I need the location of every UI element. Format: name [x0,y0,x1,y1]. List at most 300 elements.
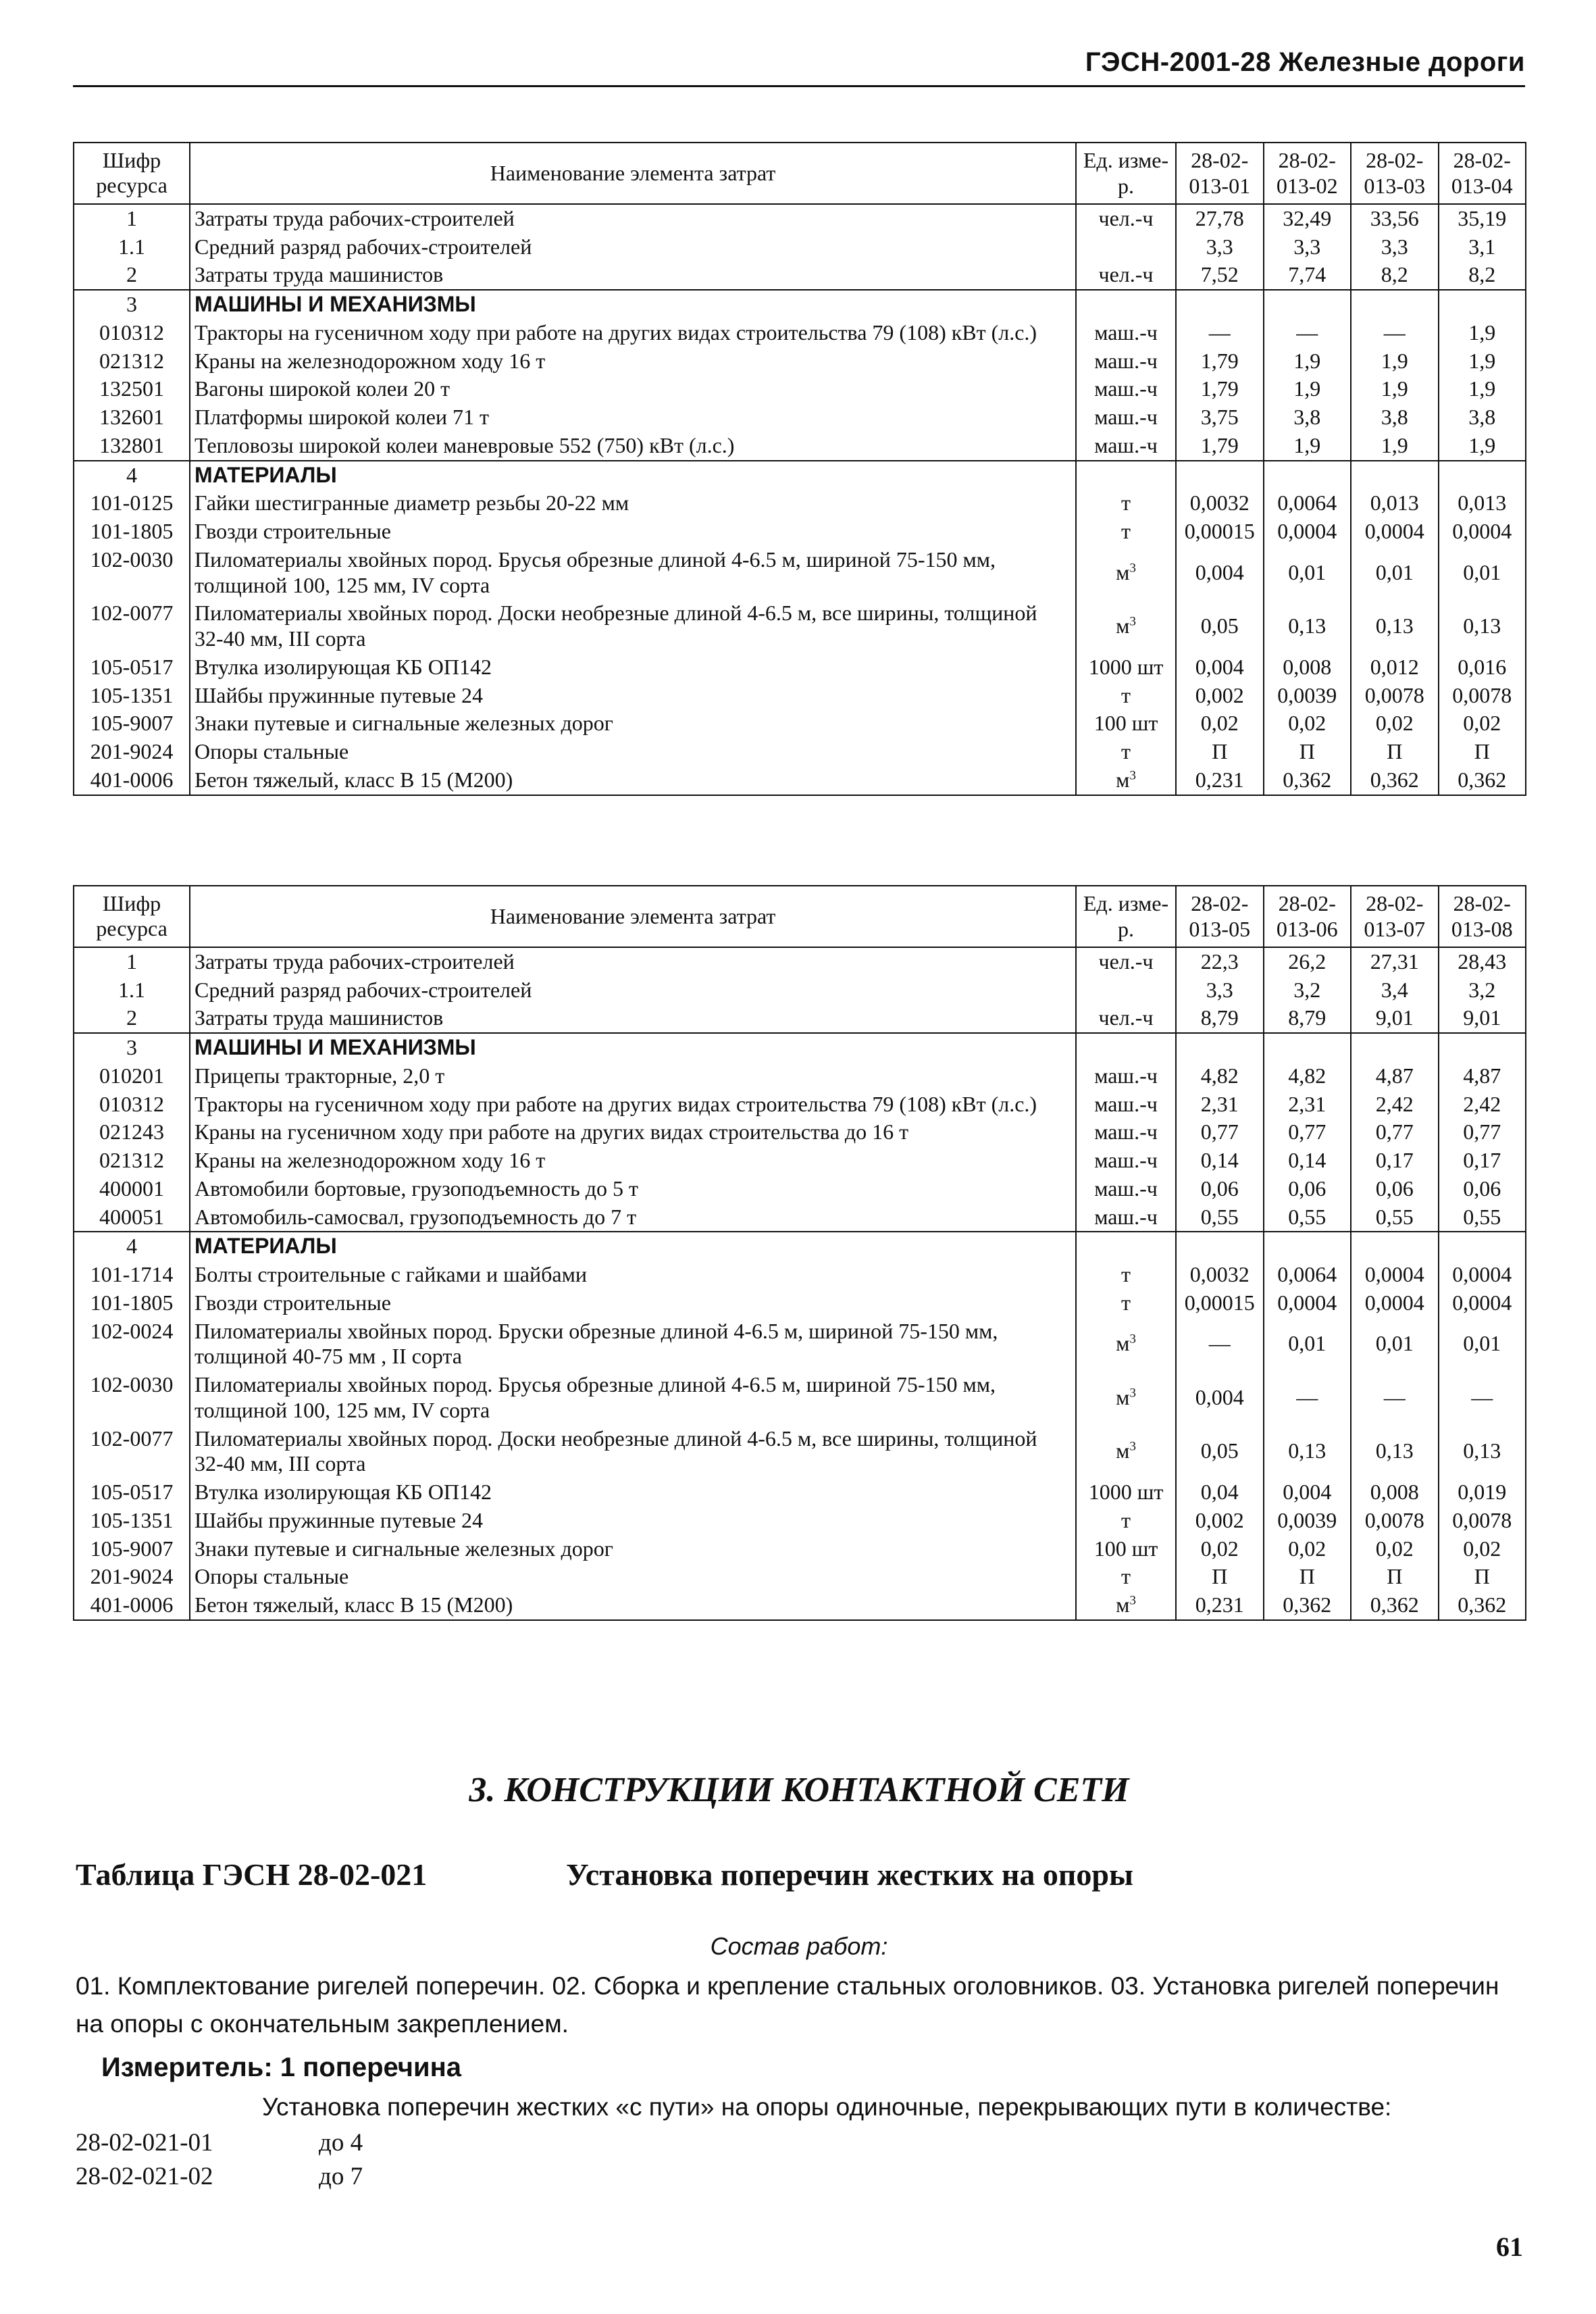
value-cell: 1,9 [1351,432,1439,461]
resource-name: Опоры стальные [190,738,1076,766]
norm-item-code: 28-02-021-02 [76,2163,213,2190]
header-col-2: 28-02-013-06 [1264,886,1352,947]
resource-code: 401-0006 [74,766,190,795]
unit-of-measure: маш.-ч [1076,375,1176,403]
unit-of-measure: т [1076,1261,1176,1289]
resource-name: Знаки путевые и сигнальные железных дорог [190,1535,1076,1563]
value-cell: 4,82 [1264,1062,1352,1090]
resource-name: Бетон тяжелый, класс В 15 (М200) [190,766,1076,795]
unit-of-measure: 1000 шт [1076,653,1176,682]
value-cell: 2,42 [1439,1090,1526,1119]
table-row [74,375,1526,403]
table-row [74,1118,1526,1147]
resource-code: 132501 [74,375,190,403]
value-cell [1351,290,1439,319]
unit-of-measure: маш.-ч [1076,403,1176,432]
value-cell: 3,1 [1439,233,1526,261]
value-cell: 0,55 [1439,1203,1526,1232]
table-row [74,1147,1526,1175]
value-cell: 22,3 [1176,947,1264,976]
unit-exponent: 3 [1129,1386,1136,1401]
value-cell: 0,02 [1439,709,1526,738]
value-cell: П [1176,1563,1264,1591]
value-cell: 1,79 [1176,347,1264,376]
unit-of-measure: 1000 шт [1076,1478,1176,1507]
value-cell: 0,0004 [1439,1289,1526,1317]
unit-exponent: 3 [1129,1332,1136,1347]
value-cell: — [1176,319,1264,347]
resource-code: 1 [74,947,190,976]
value-cell: 0,14 [1176,1147,1264,1175]
resource-table-2 [73,885,1526,1621]
value-cell: 0,06 [1264,1175,1352,1203]
unit-of-measure: $м^3$ [1076,1371,1176,1425]
work-composition-heading: Состав работ: [710,1932,888,1960]
resource-name: Затраты труда рабочих-строителей [190,204,1076,233]
unit-of-measure: $м^3$ [1076,1317,1176,1372]
value-cell: 0,0004 [1264,518,1352,546]
unit-exponent: 3 [1129,768,1136,783]
table-row [74,947,1526,976]
resource-code: 1 [74,204,190,233]
value-cell: 0,0032 [1176,1261,1264,1289]
value-cell: 0,362 [1351,766,1439,795]
value-cell: 0,13 [1351,599,1439,653]
resource-code: 102-0077 [74,599,190,653]
value-cell: 1,9 [1351,375,1439,403]
resource-name: Гвозди строительные [190,1289,1076,1317]
section-name: МАТЕРИАЛЫ [190,1232,1076,1261]
resource-code: 2 [74,261,190,290]
value-cell: 0,55 [1351,1203,1439,1232]
norm-item-code: 28-02-021-01 [76,2129,213,2157]
unit-of-measure: 100 шт [1076,709,1176,738]
resource-code: 401-0006 [74,1591,190,1620]
resource-code: 101-1714 [74,1261,190,1289]
unit-of-measure: чел.-ч [1076,261,1176,290]
resource-code: 101-0125 [74,489,190,518]
resource-name: Тепловозы широкой колеи маневровые 552 (750) кВт (л.с.) [190,432,1076,461]
resource-name: Автомобили бортовые, грузоподъемность до 5 т [190,1175,1076,1203]
unit-exponent: 3 [1129,1439,1136,1454]
installation-description: Установка поперечин жестких «с пути» на опоры одиночные, перекрывающих пути в количестве: [262,2093,1392,2121]
table-row [74,1535,1526,1563]
table-row [74,261,1526,290]
resource-name: Краны на гусеничном ходу при работе на других видах строительства до 16 т [190,1118,1076,1147]
value-cell: 0,008 [1264,653,1352,682]
value-cell: — [1264,319,1352,347]
table-row [74,1317,1526,1372]
value-cell: 0,008 [1351,1478,1439,1507]
value-cell [1264,1232,1352,1261]
unit-of-measure: $м^3$ [1076,599,1176,653]
value-cell: — [1176,1317,1264,1372]
unit-of-measure [1076,1033,1176,1062]
value-cell: 0,06 [1176,1175,1264,1203]
table-row [74,1261,1526,1289]
table-row [74,1478,1526,1507]
value-cell: 8,79 [1264,1004,1352,1033]
value-cell: 0,13 [1264,1425,1352,1479]
value-cell [1439,290,1526,319]
value-cell: 0,231 [1176,766,1264,795]
value-cell: 0,0004 [1439,518,1526,546]
table-row [74,766,1526,795]
unit-of-measure [1076,976,1176,1005]
value-cell: 2,31 [1264,1090,1352,1119]
header-col-3: 28-02-013-03 [1351,143,1439,204]
value-cell: 0,0004 [1351,1261,1439,1289]
table-row [74,319,1526,347]
header-col-2: 28-02-013-02 [1264,143,1352,204]
value-cell: 0,01 [1351,546,1439,600]
unit-of-measure: чел.-ч [1076,1004,1176,1033]
unit-of-measure: т [1076,682,1176,710]
resource-code: 102-0030 [74,1371,190,1425]
resource-code: 105-9007 [74,1535,190,1563]
value-cell: 8,79 [1176,1004,1264,1033]
table-row [74,976,1526,1005]
value-cell: П [1264,738,1352,766]
value-cell: 0,77 [1439,1118,1526,1147]
resource-name: Затраты труда машинистов [190,261,1076,290]
value-cell: 1,79 [1176,432,1264,461]
resource-code: 101-1805 [74,1289,190,1317]
value-cell: 0,01 [1351,1317,1439,1372]
value-cell [1264,461,1352,490]
unit-of-measure: маш.-ч [1076,432,1176,461]
value-cell: 2,42 [1351,1090,1439,1119]
resource-code: 4 [74,1232,190,1261]
table-row [74,1062,1526,1090]
resource-name: Краны на железнодорожном ходу 16 т [190,1147,1076,1175]
value-cell: 0,362 [1439,1591,1526,1620]
header-col-4: 28-02-013-08 [1439,886,1526,947]
value-cell: 0,02 [1351,709,1439,738]
value-cell: 0,77 [1176,1118,1264,1147]
table-header-row [74,886,1526,947]
value-cell: 27,31 [1351,947,1439,976]
resource-name: Прицепы тракторные, 2,0 т [190,1062,1076,1090]
norm-item [76,2162,363,2191]
resource-code: 010312 [74,319,190,347]
value-cell: 0,02 [1439,1535,1526,1563]
value-cell: 0,013 [1351,489,1439,518]
value-cell [1439,1033,1526,1062]
value-cell [1176,1232,1264,1261]
value-cell: 0,05 [1176,1425,1264,1479]
value-cell: 8,2 [1351,261,1439,290]
section-row [74,1232,1526,1261]
value-cell: 3,2 [1264,976,1352,1005]
resource-table-1 [73,142,1526,796]
value-cell: 0,01 [1264,546,1352,600]
norm-item-text: до 4 [319,2129,363,2157]
unit-of-measure: $м^3$ [1076,1425,1176,1479]
resource-code: 102-0030 [74,546,190,600]
resource-code: 102-0077 [74,1425,190,1479]
table-row [74,1371,1526,1425]
section-name: МАШИНЫ И МЕХАНИЗМЫ [190,290,1076,319]
resource-name: Тракторы на гусеничном ходу при работе на других видах строительства 79 (108) кВт (л.с.) [190,1090,1076,1119]
resource-code: 021312 [74,347,190,376]
table-row [74,1289,1526,1317]
value-cell: 0,0078 [1439,682,1526,710]
resource-code: 102-0024 [74,1317,190,1372]
unit-of-measure: маш.-ч [1076,1147,1176,1175]
unit-of-measure: маш.-ч [1076,1062,1176,1090]
unit-of-measure: чел.-ч [1076,204,1176,233]
value-cell: 1,79 [1176,375,1264,403]
value-cell: 1,9 [1439,347,1526,376]
resource-name: Пиломатериалы хвойных пород. Брусья обрезные длиной 4-6.5 м, шириной 75-150 мм, толщиной 100, 125 мм, IV сорта [190,546,1076,600]
value-cell: П [1439,1563,1526,1591]
unit-of-measure: т [1076,738,1176,766]
value-cell: 3,3 [1176,233,1264,261]
value-cell: 3,3 [1351,233,1439,261]
unit-of-measure: маш.-ч [1076,319,1176,347]
section-row [74,461,1526,490]
resource-name: Опоры стальные [190,1563,1076,1591]
value-cell: 0,362 [1264,1591,1352,1620]
resource-name: Средний разряд рабочих-строителей [190,233,1076,261]
value-cell: П [1351,738,1439,766]
value-cell: 0,0078 [1439,1507,1526,1535]
value-cell [1176,461,1264,490]
value-cell: 0,0004 [1439,1261,1526,1289]
value-cell: 7,74 [1264,261,1352,290]
unit-of-measure: т [1076,1289,1176,1317]
resource-name: Гайки шестигранные диаметр резьбы 20-22 мм [190,489,1076,518]
value-cell: 0,004 [1176,653,1264,682]
resource-code: 3 [74,290,190,319]
norm-table-name: Установка поперечин жестких на опоры [566,1857,1133,1892]
value-cell: 1,9 [1439,319,1526,347]
header-col-3: 28-02-013-07 [1351,886,1439,947]
resource-name: Гвозди строительные [190,518,1076,546]
resource-name: Болты строительные с гайками и шайбами [190,1261,1076,1289]
table-row [74,682,1526,710]
value-cell: 0,05 [1176,599,1264,653]
value-cell: 0,0039 [1264,1507,1352,1535]
section-row [74,290,1526,319]
table-row [74,403,1526,432]
resource-code: 105-1351 [74,1507,190,1535]
resource-name: Платформы широкой колеи 71 т [190,403,1076,432]
value-cell: 33,56 [1351,204,1439,233]
resource-code: 2 [74,1004,190,1033]
value-cell: 0,002 [1176,682,1264,710]
unit-of-measure: маш.-ч [1076,1118,1176,1147]
resource-name: Шайбы пружинные путевые 24 [190,682,1076,710]
value-cell: 9,01 [1351,1004,1439,1033]
value-cell: 3,75 [1176,403,1264,432]
unit-of-measure: $м^3$ [1076,1591,1176,1620]
value-cell: — [1439,1371,1526,1425]
running-header: ГЭСН-2001-28 Железные дороги [1085,47,1525,77]
value-cell: 4,87 [1439,1062,1526,1090]
value-cell: 8,2 [1439,261,1526,290]
value-cell: 0,13 [1439,1425,1526,1479]
value-cell: 0,362 [1439,766,1526,795]
table-row [74,1175,1526,1203]
resource-name: Автомобиль-самосвал, грузоподъемность до 7 т [190,1203,1076,1232]
value-cell: 0,55 [1264,1203,1352,1232]
table-row [74,204,1526,233]
value-cell: 3,8 [1439,403,1526,432]
value-cell: 0,02 [1176,709,1264,738]
value-cell: 0,004 [1176,1371,1264,1425]
resource-name: Втулка изолирующая КБ ОП142 [190,653,1076,682]
value-cell: 3,8 [1351,403,1439,432]
resource-name: Бетон тяжелый, класс В 15 (М200) [190,1591,1076,1620]
unit-of-measure: маш.-ч [1076,1090,1176,1119]
resource-code: 201-9024 [74,738,190,766]
resource-name: Средний разряд рабочих-строителей [190,976,1076,1005]
table-row [74,653,1526,682]
value-cell [1176,1033,1264,1062]
value-cell: П [1351,1563,1439,1591]
resource-code: 021312 [74,1147,190,1175]
value-cell: 1,9 [1264,432,1352,461]
value-cell [1351,461,1439,490]
value-cell: 1,9 [1439,432,1526,461]
value-cell: 4,87 [1351,1062,1439,1090]
resource-name: Затраты труда рабочих-строителей [190,947,1076,976]
value-cell: 0,13 [1351,1425,1439,1479]
value-cell: 2,31 [1176,1090,1264,1119]
value-cell: 0,0064 [1264,489,1352,518]
unit-of-measure: маш.-ч [1076,1175,1176,1203]
header-unit: Ед. изме-р. [1076,143,1176,204]
unit-of-measure: $м^3$ [1076,546,1176,600]
table-row [74,546,1526,600]
value-cell: 0,0004 [1264,1289,1352,1317]
unit-of-measure: маш.-ч [1076,347,1176,376]
norm-item [76,2128,363,2157]
value-cell: 0,77 [1264,1118,1352,1147]
value-cell: 3,3 [1176,976,1264,1005]
unit-exponent: 3 [1129,1593,1136,1608]
unit-of-measure: 100 шт [1076,1535,1176,1563]
value-cell: 0,13 [1439,599,1526,653]
value-cell [1264,1033,1352,1062]
table-row [74,1090,1526,1119]
resource-name: Пиломатериалы хвойных пород. Доски необрезные длиной 4-6.5 м, все ширины, толщиной 32-40 мм, III сорта [190,599,1076,653]
resource-code: 132801 [74,432,190,461]
resource-code: 105-0517 [74,653,190,682]
unit-of-measure [1076,233,1176,261]
unit-of-measure: т [1076,1563,1176,1591]
value-cell: 1,9 [1439,375,1526,403]
value-cell: 0,06 [1439,1175,1526,1203]
value-cell: 1,9 [1351,347,1439,376]
value-cell [1439,461,1526,490]
value-cell: 28,43 [1439,947,1526,976]
table-row [74,1203,1526,1232]
resource-code: 400051 [74,1203,190,1232]
value-cell: 0,17 [1439,1147,1526,1175]
resource-code: 1.1 [74,976,190,1005]
resource-name: Пиломатериалы хвойных пород. Доски необрезные длиной 4-6.5 м, все ширины, толщиной 32-40 мм, III сорта [190,1425,1076,1479]
unit-of-measure [1076,290,1176,319]
value-cell: 0,02 [1176,1535,1264,1563]
resource-name: Пиломатериалы хвойных пород. Брусья обрезные длиной 4-6.5 м, шириной 75-150 мм, толщиной 100, 125 мм, IV сорта [190,1371,1076,1425]
value-cell [1351,1033,1439,1062]
resource-name: Знаки путевые и сигнальные железных дорог [190,709,1076,738]
table-row [74,709,1526,738]
value-cell: 0,0078 [1351,1507,1439,1535]
section-name: МАШИНЫ И МЕХАНИЗМЫ [190,1033,1076,1062]
resource-code: 010312 [74,1090,190,1119]
resource-code: 4 [74,461,190,490]
table-row [74,489,1526,518]
resource-code: 400001 [74,1175,190,1203]
section-name: МАТЕРИАЛЫ [190,461,1076,490]
value-cell: 0,00015 [1176,1289,1264,1317]
value-cell: 0,02 [1264,1535,1352,1563]
resource-code: 105-0517 [74,1478,190,1507]
resource-name: Пиломатериалы хвойных пород. Бруски обрезные длиной 4-6.5 м, шириной 75-150 мм, толщиной 40-75 мм , II сорта [190,1317,1076,1372]
header-col-1: 28-02-013-05 [1176,886,1264,947]
value-cell: 0,0039 [1264,682,1352,710]
header-col-1: 28-02-013-01 [1176,143,1264,204]
unit-of-measure: т [1076,518,1176,546]
table-body [74,204,1526,795]
value-cell: 0,0078 [1351,682,1439,710]
value-cell: 0,01 [1439,546,1526,600]
value-cell: П [1439,738,1526,766]
header-code: Шифр ресурса [74,143,190,204]
unit-exponent: 3 [1129,561,1136,575]
norm-table-id: Таблица ГЭСН 28-02-021 [76,1857,428,1892]
resource-name: Втулка изолирующая КБ ОП142 [190,1478,1076,1507]
resource-code: 132601 [74,403,190,432]
resource-name: Затраты труда машинистов [190,1004,1076,1033]
value-cell: 3,3 [1264,233,1352,261]
unit-exponent: 3 [1129,614,1136,629]
value-cell [1439,1232,1526,1261]
header-col-4: 28-02-013-04 [1439,143,1526,204]
value-cell: П [1176,738,1264,766]
table-header-row [74,143,1526,204]
header-rule [73,85,1525,87]
header-name: Наименование элемента затрат [190,143,1076,204]
value-cell: 3,8 [1264,403,1352,432]
table-row [74,1591,1526,1620]
table-row [74,738,1526,766]
unit-of-measure: чел.-ч [1076,947,1176,976]
value-cell: 0,0004 [1351,518,1439,546]
value-cell: 0,13 [1264,599,1352,653]
value-cell [1351,1232,1439,1261]
unit-of-measure: т [1076,489,1176,518]
unit-of-measure: т [1076,1507,1176,1535]
value-cell: 0,013 [1439,489,1526,518]
value-cell: 3,2 [1439,976,1526,1005]
table-row [74,347,1526,376]
table-row [74,1425,1526,1479]
value-cell: 0,02 [1351,1535,1439,1563]
value-cell: 27,78 [1176,204,1264,233]
value-cell: 0,012 [1351,653,1439,682]
table-row [74,1507,1526,1535]
value-cell: 0,06 [1351,1175,1439,1203]
value-cell: 0,004 [1264,1478,1352,1507]
value-cell: 0,01 [1264,1317,1352,1372]
section-title: 3. КОНСТРУКЦИИ КОНТАКТНОЙ СЕТИ [469,1771,1129,1809]
resource-name: Вагоны широкой колеи 20 т [190,375,1076,403]
